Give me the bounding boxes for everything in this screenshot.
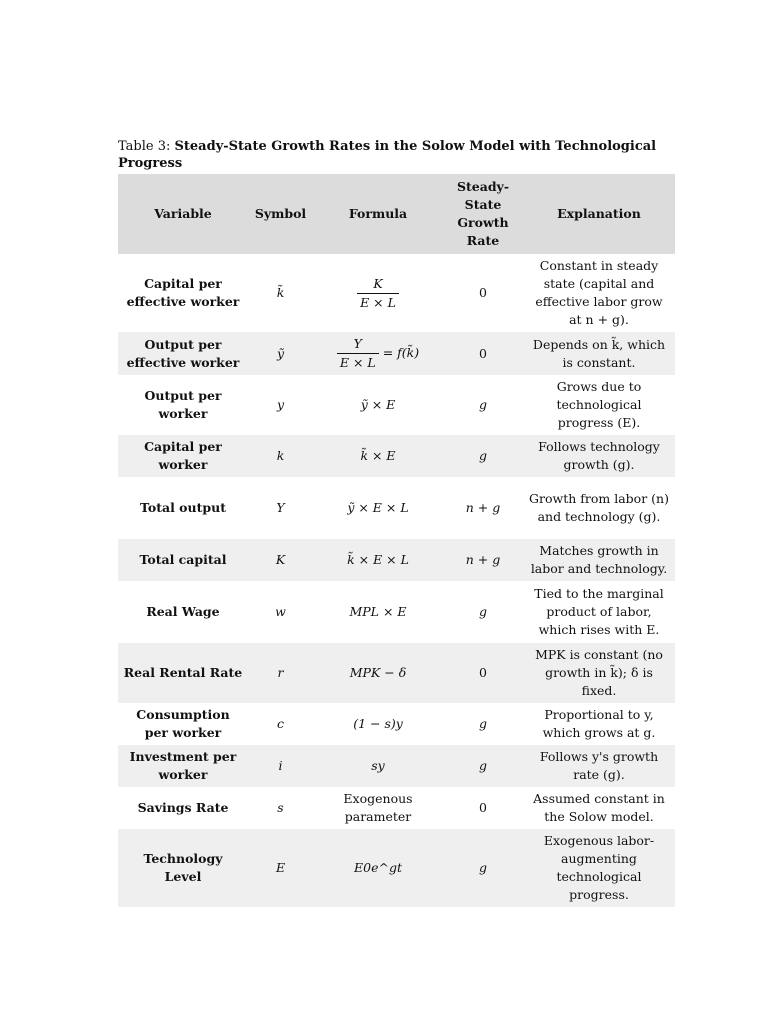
formula-fraction (337, 335, 379, 372)
cell-formula: k̃ × E (313, 435, 443, 477)
table-row (118, 581, 675, 643)
fraction-denominator: E × L (357, 293, 399, 312)
cell-rate: g (443, 745, 523, 787)
table-row (118, 254, 675, 332)
cell-explanation: Matches growth in labor and technology. (523, 539, 675, 581)
fraction-denominator: E × L (337, 353, 379, 372)
header-variable: Variable (118, 174, 248, 254)
table-row (118, 745, 675, 787)
cell-formula: MPL × E (349, 604, 407, 619)
table-row (118, 787, 675, 829)
cell-symbol: E (248, 829, 313, 907)
cell-symbol: i (248, 745, 313, 787)
table-row (118, 332, 675, 375)
cell-variable: Output per worker (144, 388, 222, 421)
header-symbol: Symbol (248, 174, 313, 254)
cell-variable: Technology Level (118, 829, 248, 907)
cell-explanation: Assumed constant in the Solow model. (533, 791, 665, 824)
cell-rate: g (478, 604, 487, 619)
formula-fraction (357, 275, 399, 312)
cell-explanation: Proportional to y, which grows at g. (542, 707, 656, 740)
cell-formula: E0e^gt (313, 829, 443, 907)
cell-rate: n + g (443, 539, 523, 581)
caption-title: Steady-State Growth Rates in the Solow Model with Technological Progress (118, 139, 657, 171)
cell-variable: Total output (140, 500, 226, 515)
table-row (118, 477, 675, 539)
cell-symbol: w (275, 604, 286, 619)
formula-rest: = f(k̃) (382, 345, 420, 360)
cell-symbol: r (248, 643, 313, 703)
cell-symbol: s (277, 800, 284, 815)
cell-explanation: MPK is constant (no growth in k̃); δ is fixed. (523, 643, 675, 703)
cell-formula: sy (313, 745, 443, 787)
cell-symbol: ỹ (248, 332, 313, 375)
table-row (118, 435, 675, 477)
cell-explanation: Tied to the marginal product of labor, which rises with E. (534, 586, 664, 637)
table-row (118, 643, 675, 703)
table-header-row (118, 174, 675, 254)
cell-explanation: Follows y's growth rate (g). (523, 745, 675, 787)
caption-prefix: Table 3: (118, 139, 171, 154)
cell-formula: Exogenous parameter (343, 791, 413, 824)
fraction-numerator: K (373, 275, 383, 291)
cell-variable: Capital per effective worker (126, 276, 240, 309)
table-caption (118, 138, 675, 172)
cell-formula: ỹ × E (360, 397, 396, 412)
header-formula: Formula (313, 174, 443, 254)
cell-explanation: Constant in steady state (capital and effective labor grow at n + g). (535, 258, 663, 327)
table-row (118, 703, 675, 745)
cell-symbol: c (276, 716, 284, 731)
cell-formula: MPK − δ (313, 643, 443, 703)
cell-rate: 0 (443, 643, 523, 703)
cell-variable: Output per effective worker (118, 332, 248, 375)
table-row (118, 375, 675, 435)
cell-formula: k̃ × E × L (313, 539, 443, 581)
cell-rate: g (478, 397, 487, 412)
cell-symbol: k (248, 435, 313, 477)
cell-variable: Total capital (118, 539, 248, 581)
cell-variable: Capital per worker (118, 435, 248, 477)
cell-variable: Real Wage (146, 604, 220, 619)
cell-rate: 0 (479, 800, 487, 815)
table-row (118, 539, 675, 581)
cell-variable: Savings Rate (137, 800, 229, 815)
cell-variable: Investment per worker (118, 745, 248, 787)
cell-formula (313, 254, 443, 332)
cell-formula (313, 332, 443, 375)
cell-explanation: Growth from labor (n) and technology (g). (529, 491, 669, 524)
cell-symbol: k̃ (276, 285, 285, 300)
cell-symbol: y (276, 397, 285, 412)
document-page (118, 138, 675, 907)
cell-variable: Real Rental Rate (118, 643, 248, 703)
cell-rate: n + g (465, 500, 501, 515)
header-explanation: Explanation (523, 174, 675, 254)
cell-rate: 0 (443, 332, 523, 375)
cell-rate: g (443, 829, 523, 907)
cell-symbol: K (248, 539, 313, 581)
cell-formula: ỹ × E × L (347, 500, 409, 515)
header-rate: Steady-State Growth Rate (443, 174, 523, 254)
cell-explanation: Exogenous labor-augmenting technological progress. (523, 829, 675, 907)
cell-rate: 0 (479, 285, 487, 300)
growth-rates-table (118, 174, 675, 907)
cell-explanation: Grows due to technological progress (E). (556, 379, 642, 430)
cell-symbol: Y (276, 500, 285, 515)
fraction-numerator: Y (353, 336, 362, 351)
cell-explanation: Follows technology growth (g). (523, 435, 675, 477)
cell-rate: g (478, 716, 487, 731)
cell-variable: Consumption per worker (136, 707, 230, 740)
table-row (118, 829, 675, 907)
cell-formula: (1 − s)y (353, 716, 403, 731)
cell-explanation: Depends on k̃, which is constant. (523, 332, 675, 375)
cell-rate: g (443, 435, 523, 477)
